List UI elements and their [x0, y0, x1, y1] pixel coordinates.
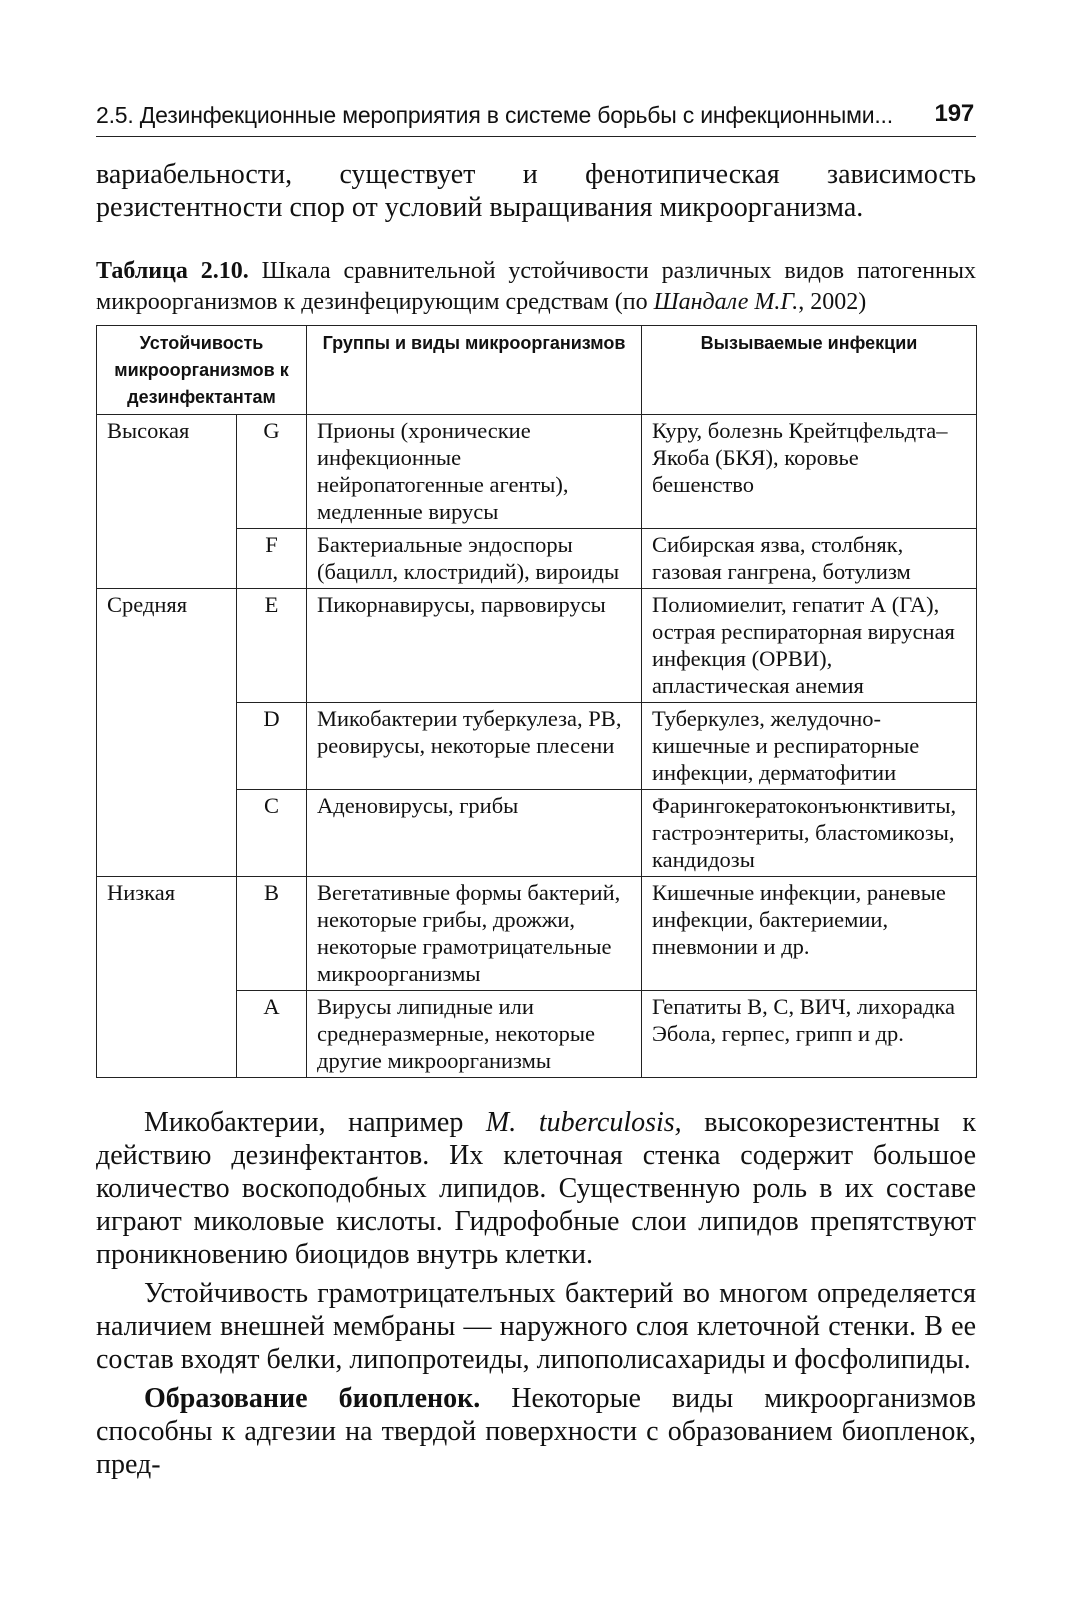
table-row	[97, 415, 977, 529]
caption-label: Таблица 2.10.	[96, 258, 249, 284]
paragraph-biofilms	[96, 1382, 976, 1481]
myco-text-before: Микобактерии, например	[144, 1107, 486, 1138]
row-code: D	[237, 703, 307, 790]
table-row	[97, 877, 977, 991]
page-number: 197	[934, 100, 974, 127]
row-code: C	[237, 790, 307, 877]
table-row	[97, 589, 977, 703]
header-infections: Вызываемые инфекции	[642, 326, 977, 415]
paragraph-gram-negative: Устойчивость грамотрицателъных бактерий во многом определяется наличием внешней мембраны — наружного слоя клеточной стенки. В ее состав входят белки, липопротеиды, липополисахариды и фосфолипиды.	[96, 1278, 976, 1375]
header-resistance: Устойчивость микроорганизмов к дезинфектантам	[97, 326, 307, 415]
row-code: G	[237, 415, 307, 529]
row-groups: Аденовирусы, грибы	[307, 790, 642, 877]
caption-text-before: Шкала сравнительной устойчивости различных видов патогенных микроорганизмов к дезинфецирующим средствам (по	[96, 258, 976, 315]
resistance-table	[96, 325, 977, 1078]
header-groups: Группы и виды микроорганизмов	[307, 326, 642, 415]
myco-species: M. tuberculosis,	[485, 1107, 682, 1138]
table-header-row	[97, 326, 977, 415]
row-infections: Кишечные инфекции, раневые инфекции, бактериемии, пневмонии и др.	[642, 877, 977, 991]
row-infections: Туберкулез, желудочно-кишечные и респираторные инфекции, дерматофитии	[642, 703, 977, 790]
biofilms-text: Некоторые виды микроорганизмов способны к адгезии на твердой поверхности с образованием биопленок, пред-	[96, 1383, 976, 1480]
row-code: B	[237, 877, 307, 991]
row-groups: Пикорнавирусы, парвовирусы	[307, 589, 642, 703]
row-infections: Фарингокератоконъюнктивиты, гастроэнтериты, бластомикозы, кандидозы	[642, 790, 977, 877]
row-code: F	[237, 529, 307, 589]
row-groups: Прионы (хронические инфекционные нейропатогенные агенты), медленные вирусы	[307, 415, 642, 529]
caption-text-after: , 2002)	[798, 289, 867, 315]
row-groups: Вегетативные формы бактерий, некоторые грибы, дрожжи, некоторые грамотрицательные микроорганизмы	[307, 877, 642, 991]
biofilms-heading: Образование биопленок.	[144, 1383, 481, 1414]
row-infections: Полиомиелит, гепатит А (ГА), острая респираторная вирусная инфекция (ОРВИ), апластическая анемия	[642, 589, 977, 703]
table-caption	[96, 256, 976, 318]
row-code: E	[237, 589, 307, 703]
body-text	[96, 1106, 976, 1481]
row-code: A	[237, 991, 307, 1078]
level-high: Высокая	[97, 415, 237, 589]
intro-paragraph: вариабельности, существует и фенотипическая зависимость резистентности спор от условий выращивания микроорганизма.	[96, 159, 976, 223]
caption-author: Шандале М.Г.	[653, 289, 799, 315]
myco-text-after: высокорезистентны к действию дезинфектантов. Их клеточная стенка содержит большое количество воскоподобных липидов. Существенную роль в их составе играют миколовые кислоты. Гидрофобные слои липидов препятствуют проникновению биоцидов внутрь клетки.	[96, 1107, 976, 1270]
row-groups: Микобактерии туберкулеза, РВ, реовирусы, некоторые плесени	[307, 703, 642, 790]
running-title: 2.5. Дезинфекционные мероприятия в системе борьбы с инфекционными...	[96, 102, 893, 128]
level-medium: Средняя	[97, 589, 237, 877]
running-header	[96, 100, 976, 137]
row-infections: Куру, болезнь Крейтцфельдта–Якоба (БКЯ), коровье бешенство	[642, 415, 977, 529]
row-infections: Гепатиты В, С, ВИЧ, лихорадка Эбола, герпес, грипп и др.	[642, 991, 977, 1078]
paragraph-mycobacteria	[96, 1106, 976, 1271]
row-groups: Бактериальные эндоспоры (бацилл, клостридий), вироиды	[307, 529, 642, 589]
level-low: Низкая	[97, 877, 237, 1078]
row-groups: Вирусы липидные или среднеразмерные, некоторые другие микроорганизмы	[307, 991, 642, 1078]
row-infections: Сибирская язва, столбняк, газовая гангрена, ботулизм	[642, 529, 977, 589]
